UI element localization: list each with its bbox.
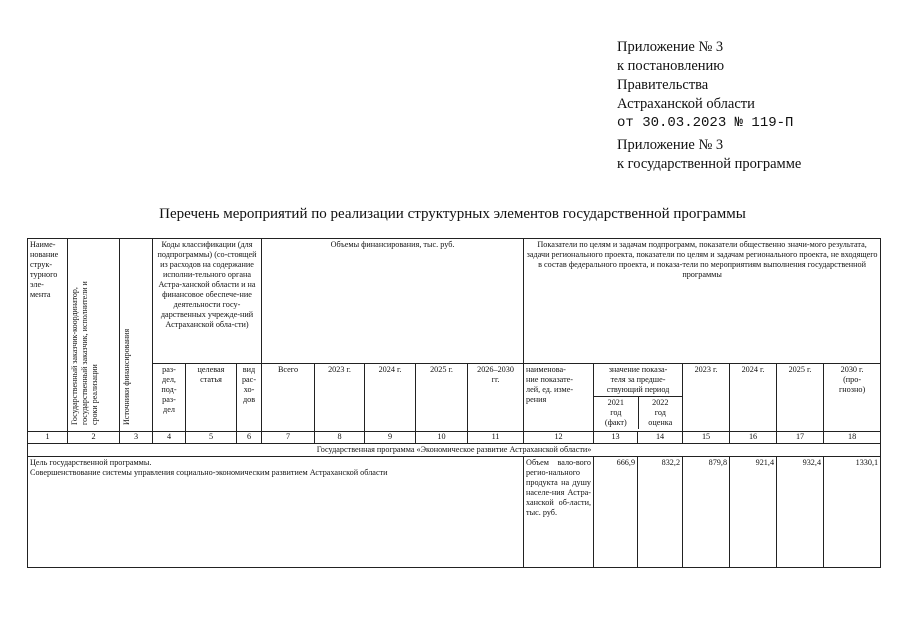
appendix-block-decree — [617, 38, 793, 133]
header-year-2025: 2025 г. — [416, 364, 468, 432]
header-section: раз- дел, под- раз- дел — [153, 364, 186, 432]
column-number: 18 — [824, 432, 881, 444]
appendix-line: Приложение № 3 — [617, 39, 724, 55]
appendix-line: Приложение № 3 — [617, 137, 724, 153]
column-number: 10 — [416, 432, 468, 444]
column-number: 2 — [68, 432, 120, 444]
header-year-2023: 2023 г. — [315, 364, 365, 432]
column-number: 5 — [186, 432, 237, 444]
appendix-line: к государственной программе — [617, 156, 802, 172]
indicator-value-2024: 921,4 — [730, 457, 777, 568]
header-indicator-2025: 2025 г. — [777, 364, 824, 432]
header-indicators: Показатели по целям и задачам подпрограмм, показатели общественно значи-мого результата, задачи регионального проекта, показатели по целям и задачам регионального проекта, не входящего в состав федерального проекта, и показа-тели по мероприятиям выполнения государственной программы — [524, 239, 881, 364]
indicator-value-2025: 932,4 — [777, 457, 824, 568]
column-number: 17 — [777, 432, 824, 444]
header-previous-period-label: значение показа- теля за предше- ствующий период — [594, 364, 682, 397]
decree-date-number: от 30.03.2023 № 119-П — [617, 115, 794, 131]
header-indicator-2030: 2030 г. (про- гнозно) — [824, 364, 881, 432]
indicator-value-2030: 1330,1 — [824, 457, 881, 568]
measures-table — [27, 238, 881, 568]
appendix-line: к постановлению — [617, 58, 725, 74]
column-number: 15 — [683, 432, 730, 444]
column-number: 16 — [730, 432, 777, 444]
indicator-value-2021: 666,9 — [594, 457, 638, 568]
header-financing-source: Источники финансирования — [122, 328, 131, 425]
column-number: 7 — [262, 432, 315, 444]
header-target-article: целевая статья — [186, 364, 237, 432]
header-total: Всего — [262, 364, 315, 432]
program-goal-title: Цель государственной программы. — [30, 458, 152, 467]
column-number: 11 — [468, 432, 524, 444]
program-goal-text: Совершенствование системы управления социально-экономическим развитием Астраханской области — [30, 468, 388, 477]
document-title: Перечень мероприятий по реализации структурных элементов государственной программы — [159, 206, 746, 222]
column-number: 6 — [237, 432, 262, 444]
appendix-line: Правительства — [617, 77, 709, 93]
indicator-name: Объем вало-вого регио-нального продукта на душу населе-ния Астра-ханской об-ласти, тыс. руб. — [524, 457, 594, 568]
column-number: 14 — [638, 432, 683, 444]
column-number: 1 — [28, 432, 68, 444]
appendix-block-program — [617, 136, 801, 174]
header-indicator-name: наименова- ние показате- лей, ед. изме- рения — [524, 364, 594, 432]
header-source-cell — [120, 239, 153, 432]
header-2022-estimate: 2022 год оценка — [648, 398, 673, 427]
header-previous-period — [594, 364, 683, 432]
indicator-value-2023: 879,8 — [683, 457, 730, 568]
header-indicator-2023: 2023 г. — [683, 364, 730, 432]
column-number: 13 — [594, 432, 638, 444]
appendix-line: Астраханской области — [617, 96, 755, 112]
program-goal-cell — [28, 457, 524, 568]
header-coordinator: Государственный заказчик-координатор, государственный заказчик, исполнители и сроки реализации — [70, 281, 99, 425]
header-2021-fact: 2021 год (факт) — [594, 397, 639, 429]
indicator-value-2022: 832,2 — [638, 457, 683, 568]
column-number: 4 — [153, 432, 186, 444]
column-number: 8 — [315, 432, 365, 444]
header-classification-codes: Коды классификации (для подпрограммы) (со-стоящей из расходов на содержание исполни-тельного органа Астра-ханской области и на финансовое обеспече-ние деятельности госу-дарственных учрежде-ний Астраханской обла-сти) — [153, 239, 262, 364]
header-years-2026-2030: 2026–2030 гг. — [468, 364, 524, 432]
header-year-2024: 2024 г. — [365, 364, 416, 432]
header-coordinator-cell — [68, 239, 120, 432]
column-number: 12 — [524, 432, 594, 444]
header-structural-element: Наиме- нование струк- турного эле- мента — [28, 239, 68, 432]
column-number: 3 — [120, 432, 153, 444]
header-financing-volumes: Объемы финансирования, тыс. руб. — [262, 239, 524, 364]
header-expense-type: вид рас- хо- дов — [237, 364, 262, 432]
header-indicator-2024: 2024 г. — [730, 364, 777, 432]
column-number: 9 — [365, 432, 416, 444]
program-row: Государственная программа «Экономическое развитие Астраханской области» — [28, 444, 881, 457]
